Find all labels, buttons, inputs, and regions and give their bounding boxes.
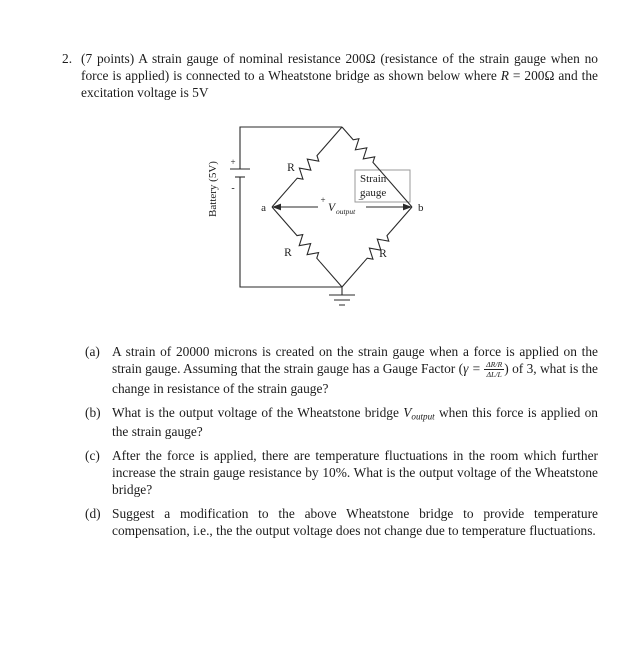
part-c-label: (c): [85, 447, 100, 463]
part-a-text: [112, 343, 598, 397]
problem-statement: [62, 50, 598, 101]
node-a-label: a: [261, 202, 266, 215]
strain-gauge-icon: [346, 133, 380, 170]
fraction-denominator: ΔL/L: [486, 370, 502, 380]
part-a-segment-1: A strain of 20000 microns is created on the strain gauge when a force is applied on the strain gauge. Assuming that the strain gauge has a Gauge Factor (: [112, 344, 598, 377]
resistor-bottom-left-label: R: [284, 247, 292, 260]
vout-arrow-right-head-icon: [403, 204, 412, 211]
part-b: [85, 404, 598, 440]
problem-intro-text: [81, 50, 598, 101]
part-b-label: (b): [85, 404, 101, 420]
battery-minus-sign: -: [231, 183, 235, 195]
battery-label: Battery (5V): [207, 161, 219, 217]
voltage-symbol: V: [403, 404, 412, 420]
resistance-symbol: R: [500, 68, 509, 84]
part-b-text: [112, 404, 598, 440]
wheatstone-bridge-diagram: [192, 117, 452, 317]
problem-number: 2.: [62, 51, 73, 66]
circuit-diagram: [192, 117, 452, 317]
resistor-top-icon: [290, 149, 324, 186]
strain-gauge-label-line2: gauge: [360, 187, 387, 200]
part-c: [85, 447, 598, 498]
gauge-factor-fraction: [484, 360, 504, 380]
intro-segment-1: (7 points) A strain gauge of nominal resistance 200Ω (resistance of the strain gauge when no force is applied) is connected to a Wheatstone bridge as shown below where: [81, 51, 598, 84]
question-parts: [62, 343, 598, 539]
voltage-subscript: output: [411, 411, 435, 422]
wire-bottom-left: [272, 207, 342, 287]
resistor-bottom-left-icon: [290, 229, 324, 266]
part-a-label: (a): [85, 344, 100, 360]
vout-minus-sign: −: [358, 195, 364, 207]
resistor-bottom-right-icon: [360, 229, 394, 266]
vout-subscript: output: [336, 207, 356, 217]
ground-icon: [329, 287, 355, 305]
vout-symbol: V: [328, 202, 336, 215]
part-a-segment-2: ) of 3, what is the change in resistance of the strain gauge?: [112, 361, 599, 396]
gamma-equals: γ =: [463, 361, 485, 377]
node-b-label: b: [418, 202, 424, 215]
part-d-label: (d): [85, 505, 101, 521]
part-d-text: Suggest a modification to the above Wheatstone bridge to provide temperature compensation, i.e., the the output voltage does not change due to temperature fluctuations.: [112, 505, 598, 538]
wire-bottom-right: [342, 207, 412, 287]
intro-segment-2: = 200Ω and the excitation voltage is 5V: [81, 68, 598, 101]
part-a: [85, 343, 598, 397]
fraction-numerator: ΔR/R: [486, 360, 503, 370]
wire-battery-bottom: [240, 177, 342, 287]
resistor-bottom-right-label: R: [379, 248, 387, 261]
vout-arrow-left-head-icon: [272, 204, 281, 211]
wire-top-left: [272, 127, 342, 207]
part-c-text: After the force is applied, there are temperature fluctuations in the room which further increase the strain gauge resistance by 10%. What is the output voltage of the Wheatstone bridge?: [112, 447, 598, 497]
battery-plus-sign: +: [230, 157, 236, 168]
vout-plus-sign: +: [320, 195, 326, 206]
resistor-top-label: R: [287, 162, 295, 175]
part-b-segment-2: when this force is applied on the strain gauge?: [112, 404, 598, 439]
part-d: [85, 505, 598, 539]
strain-gauge-label-line1: Strain: [360, 173, 387, 186]
part-b-segment-1: What is the output voltage of the Wheatstone bridge: [112, 404, 404, 420]
